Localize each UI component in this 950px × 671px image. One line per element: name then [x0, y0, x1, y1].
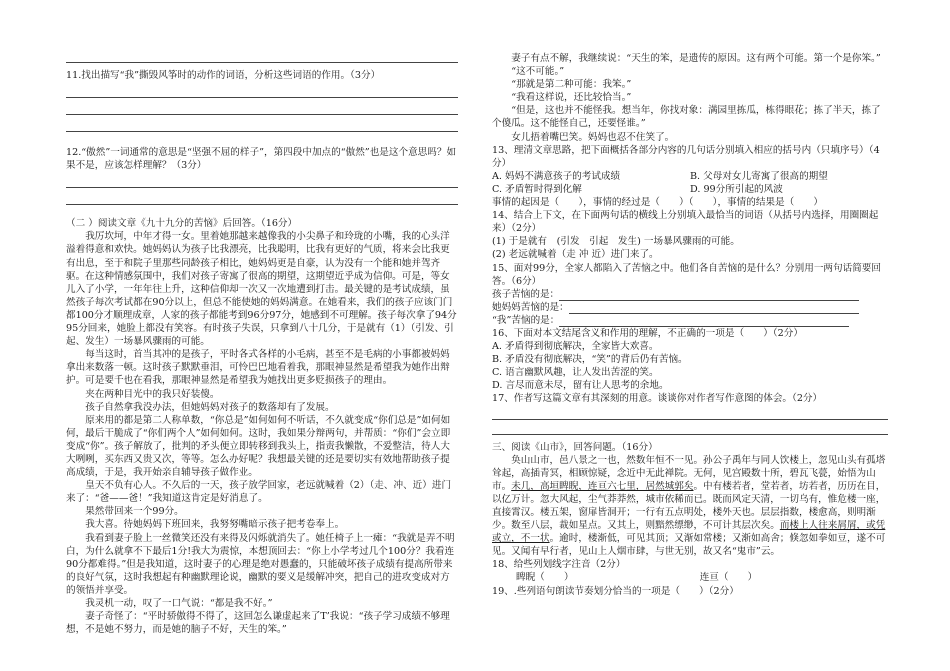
question-12: 12.“傲然”一词通常的意思是“坚强不屈的样子”，第四段中加点的“傲然”也是这个意思吗？如果不是，应该怎样理解？（3分）: [66, 147, 457, 172]
passage-text: 。中有楼若者，堂若者，坊若者，历历在目，以亿万计。忽大风起，尘气莽莽然，城市依稀而已。既而风定天清，一切乌有，惟危楼一座，直接霄汉。楼五架，窗扉皆洞开；一行有五点明处，楼外天也。层层指数，楼愈高，则明渐少。数至八层，裁如星点。又其上，则黯然缥缈，不可计其层次矣。: [492, 480, 886, 532]
answer-blank[interactable]: [559, 289, 859, 301]
choice: C. 矛盾暂时得到化解: [492, 183, 582, 195]
passage-paragraph: 我厉坎坷，中年才得一女。里着她那越来越像我的小尖鼻子和玲珑的小嘴，我的心头洋溢着得意和欢快。她妈妈认为孩子比我漂亮，比我聪明，比我有更好的气质，将来会比我更有出息，至于和院子里那些同龄孩子相比，她妈妈更是自豪，认为没有一个能和她并驾齐驱。在这种情感氛围中，我们对孩子寄寓了很高的期望，这期望近乎成为信仰。可是，等女儿入了小学，一年年往上升，这种信仰却一次又一次地遭到打击。最关键的是考试成绩，虽然孩子每次考试都在90分以上，但总不能使她的妈妈满意。在她看来，我们的孩子应该门门都100分才顺理成章，人家的孩子都能考到96分97分，她感到不可理解。孩子每次拿了94分95分回来，她脸上都没有笑容。有时孩子失误，只拿到八十几分，于是就有（1）（引发、引起、发生）一场暴风骤雨的可能。: [66, 231, 457, 348]
passage-paragraph: 每当这时，首当其冲的是孩子，平时各式各样的小毛病，甚至不是毛病的小事都被妈妈拿出来数落一顿。这时孩子默默垂泪，可怜巴巴地看着我，那眼神显然是希望我为她作出辩护。可是要千也在看我，那眼神显然是希望我为她找出更多贬损孩子的理由。: [66, 349, 450, 387]
pinyin-item: 连亘（ ）: [699, 572, 758, 584]
passage-paragraph: 妻子有点不解，我继续说：“天生的笨，是遗传的原因。这有两个可能。第一个是你笨。”: [511, 53, 881, 64]
answer-blank[interactable]: [559, 315, 849, 327]
passage-paragraph: “这不可能。”: [511, 66, 565, 78]
answer-line: [66, 85, 458, 98]
choice: A. 矛盾得到彻底解决，全家皆大欢喜。: [492, 341, 659, 353]
answer-line: [492, 422, 888, 435]
question-11: 11.找出描写“我”撕毁风筝时的动作的词语，分析这些词语的作用。（3分）: [66, 70, 381, 81]
passage-paragraph: 皇天不负有心人。不久后的一天，孩子放学回家，老远就喊着（2）（走、冲、近）进门来了：“爸——爸！”我知道这肯定是好消息了。: [66, 480, 452, 505]
answer-line: [66, 119, 458, 132]
question-14: 14、结合上下文，在下面两句话的横线上分别填入最恰当的词语（从括号内选择，用圈圈起来）（2分）: [492, 210, 879, 235]
question-15: 15、面对99分，全家人都陷入了苦恼之中。他们各自苦恼的是什么？分别用一两句话简要回答。（6分）: [492, 262, 881, 287]
passage-paragraph: “我看这样说，还比较恰当。”: [511, 92, 632, 104]
left-column: [66, 0, 458, 636]
choice: B. 矛盾没有彻底解决，“笑”的背后仍有苦恼。: [492, 354, 688, 366]
choice: D. 99分所引起的风波: [690, 183, 783, 195]
question-19: 19、.些列语句朗读节奏划分恰当的一项是（ ）（2分）: [492, 585, 739, 597]
question-16: 16、下面对本文结尾含义和作用的理解，不正确的一项是（ ）（2分）: [492, 327, 803, 339]
section-2-title: （二 ）阅读文章《九十九分的苦恼》后回答。（16分）: [66, 218, 298, 230]
passage-paragraph: 原来用的都是第二人称单数，“你总是”如何如何不听话，不久就变成“你们总是”如何如何，最后干脆成了“你们两个人”如何如何。这时，我如果分辩两句，并帮质：“你们”会立即变成“你”。孩子解放了，批判的矛头便立即转移到我头上，指责我懒散，不爱整洁，待人大大咧咧，买东西又贵又次，等等。怎么办好呢？我想最关键的还是要切实有效地帮助孩子提高成绩，于是，我开始亲自辅导孩子做作业。: [66, 414, 451, 479]
underlined-sentence: 未几，高垣睥睨，连亘六七里，居然城郭矣: [511, 480, 694, 492]
question-15-answer-row: [492, 301, 888, 314]
answer-line: [66, 175, 458, 188]
passage-paragraph: 我灵机一动，叹了一口气说：“都是我不好。”: [85, 598, 273, 609]
passage-paragraph: 我大喜。待她妈妈下班回来，我努努嘴暗示孩子把考卷奉上。: [85, 519, 345, 531]
passage-paragraph: 孩子自然拿我没办法，但她妈妈对孩子的数落却有了发展。: [85, 401, 335, 413]
choice: B. 父母对女儿寄寓了很高的期望: [690, 170, 828, 182]
question-17: 17、作者写这篇文章有其深刻的用意。谈谈你对作者写作意图的体会。（2分）: [492, 393, 823, 405]
question-14-item-1: (1) 于是就有 (引发 引起 发生) 一场暴风骤雨的可能。: [492, 236, 740, 248]
passage-paragraph: “那就是第二种可能：我笨。”: [511, 79, 632, 91]
answer-line: [492, 407, 888, 420]
passage-paragraph: 妻子奇怪了：“平时骄傲得不得了，这回怎么谦虚起来了T’我说：“孩子学习成绩不够理想，不是她不努力，而是她的脑子不好，天生的笨。”: [66, 611, 450, 636]
passage-paragraph: 女儿捂着嘴巴笑。妈妈也忍不住笑了。: [511, 131, 675, 143]
passage-paragraph: 夹在两种目光中的我只好装傻。: [85, 388, 220, 400]
section-3-title: 三、阅读《山市》，回答问题。（16分）: [492, 441, 658, 453]
answer-line: [66, 102, 458, 115]
choice: D. 言尽而意未尽，留有让人思考的余地。: [492, 380, 669, 392]
question-15-answer-row: [492, 288, 888, 301]
question-13-choices: [492, 170, 888, 196]
choice: C. 语言幽默风趣，让人发出苦涩的笑。: [492, 367, 659, 379]
answer-label: “我”苦恼的是：: [492, 314, 560, 326]
answer-blank[interactable]: [569, 302, 859, 314]
question-13-fill-line: 事情的起因是（ ），事情的经过是（ ）（ ），事情的结果是（ ）: [492, 197, 823, 209]
question-18-items: [492, 571, 888, 584]
pinyin-item: 睥睨（ ）: [516, 572, 574, 584]
passage-paragraph: “但是，这也并不能怪我。想当年，你找对象：满园里拣瓜，栋得眼花；拣了半天，拣了个傻瓜。这不能怪自己，还要怪谁。”: [492, 105, 881, 130]
passage-text: 。逾时，楼渐低，可见其顶；又渐如常楼；又渐如高舍；倏忽如拳如豆，遂不可见。又闻有早行者，见山上人烟市肆，与世无别，故又名“鬼市”云。: [492, 533, 886, 558]
choice: A. 妈妈不满意孩子的考试成绩: [492, 170, 621, 182]
answer-label: 她妈妈苦恼的是：: [492, 301, 569, 313]
passage-paragraph: 果然带回来一个99分。: [85, 506, 184, 518]
underlined-sentence: 而楼上人往来屑屑，或凭或立，不一状: [492, 520, 886, 545]
question-15-answer-row: [492, 314, 888, 327]
question-13: 13、理清文章思路，把下面概括各部分内容的几句话分别填入相应的括号内（只填序号）（4分）: [492, 144, 880, 169]
answer-label: 孩子苦恼的是：: [492, 288, 560, 300]
passage-paragraph: 我看到妻子脸上一丝微笑还没有来得及闪烁就消失了。她任椅子上一瘫：“我就是弄不明白，为什么就拿不下最后1分!我大为震惊，本想顶回去：“你上小学考过几个100分？我看连90分都难得。”但是我知道，这时妻子的心理是绝对愚蠢的，只能破坏孩子成绩有提高所带来的良好气氛，这时我想起有种幽默理论说，幽默的要义是缓解冲突，把自己的进攻变成对方的领悟并享受。: [66, 532, 455, 596]
shanshi-passage: [492, 454, 888, 559]
question-14-item-2: (2) 老远就喊着（走 冲 近）进门来了。: [492, 249, 659, 261]
answer-line: [66, 62, 458, 63]
answer-line: [66, 192, 458, 205]
right-column: [492, 52, 888, 598]
passage-text: 奂山山市，邑八景之一也，然数年恒不一见。孙公子禹年与同人饮楼上，忽见山头有孤塔耸起，高插青冥，相顾惊疑，念近中无此禅院。无何，见宫殿数十所，碧瓦飞甍，始悟为山市。: [492, 454, 886, 492]
question-18: 18、给些列划线字注音（2分）: [492, 559, 626, 571]
